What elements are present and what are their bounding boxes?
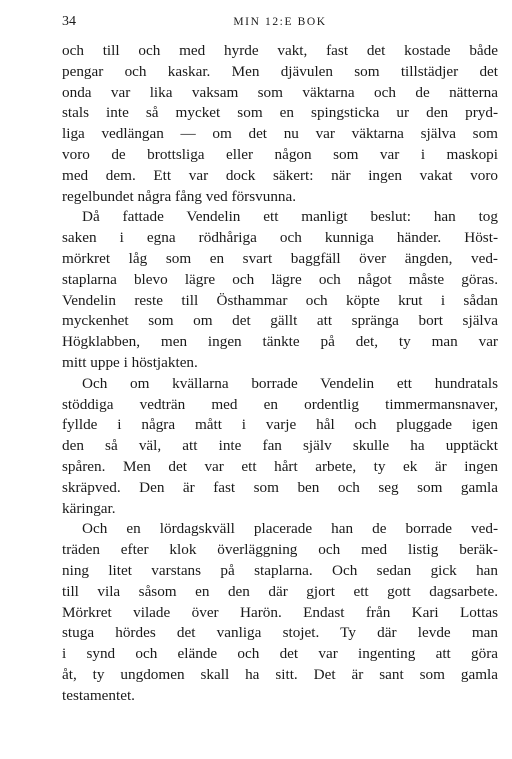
paragraph-4 (62, 519, 498, 706)
page-header (62, 14, 498, 32)
text-line: Då fattade Vendelin ett manligt beslut: han tog (82, 208, 498, 226)
text-line: voro de brottsliga eller någon som var i maskopi (62, 145, 498, 163)
paragraph-3 (62, 374, 498, 520)
text-line: med dem. Ett var dock säkert: när ingen vakat voro (62, 166, 498, 184)
text-line: till vila såsom en den där gjort ett gott dagsarbete. (62, 582, 498, 600)
page-number: 34 (62, 14, 76, 29)
text-line: skräpved. Den är fast som ben och seg som gamla (62, 478, 498, 496)
text-line: Högklabben, men ingen tänkte på det, ty man var (62, 333, 498, 351)
running-head: MIN 12:E BOK (233, 16, 327, 28)
body-text (62, 41, 498, 707)
text-line: pengar och kaskar. Men djävulen som tillstädjer det (62, 62, 498, 80)
text-line: åt, ty ungdomen skall ha sitt. Det är sant som gamla (62, 665, 498, 683)
text-line: staplarna blevo lägre och lägre och något måste göras. (62, 270, 498, 288)
paragraph-1 (62, 41, 498, 207)
text-line: saken i egna rödhåriga och kunniga händer. Höst- (62, 229, 498, 247)
text-line: mörkret låg som en svart baggfäll över ängden, ved- (62, 249, 498, 267)
text-line: stuga hördes det vanliga stojet. Ty där levde man (62, 624, 498, 642)
text-line: och till och med hyrde vakt, fast det kostade både (62, 42, 498, 59)
text-line: Och om kvällarna borrade Vendelin ett hundratals (82, 374, 498, 392)
text-line: Och en lördagskväll placerade han de borrade ved- (82, 520, 498, 538)
text-line: mitt uppe i höstjakten. (62, 353, 198, 371)
text-line: Vendelin reste till Östhammar och köpte krut i sådan (62, 291, 498, 309)
text-line: spåren. Men det var ett hårt arbete, ty ek är ingen (62, 457, 498, 475)
text-line: stals inte så mycket som en spingsticka ur den pryd- (62, 104, 498, 122)
text-line: träden efter klok överläggning och med listig beräk- (62, 541, 498, 559)
text-line: Mörkret vilade över Harön. Endast från Kari Lottas (62, 603, 498, 621)
text-line: i synd och elände och det var ingenting att göra (62, 645, 498, 663)
text-line: testamentet. (62, 686, 135, 704)
text-line: ning litet varstans på staplarna. Och sedan gick han (62, 561, 498, 579)
text-line: stöddiga vedträn med en ordentlig timmermansnaver, (62, 395, 498, 413)
text-line: den så väl, att inte fan själv skulle ha upptäckt (62, 437, 498, 455)
text-line: liga vedlängan — om det nu var väktarna själva som (62, 125, 498, 143)
paragraph-2 (62, 207, 498, 373)
text-line: regelbundet några fång ved försvunna. (62, 187, 297, 205)
text-line: onda var lika vaksam som väktarna och de nätterna (62, 83, 498, 101)
text-line: fyllde i några mått i varje hål och pluggade igen (62, 416, 498, 434)
text-line: myckenhet som om det gällt att spränga bort själva (62, 312, 498, 330)
text-line: käringar. (62, 499, 116, 517)
